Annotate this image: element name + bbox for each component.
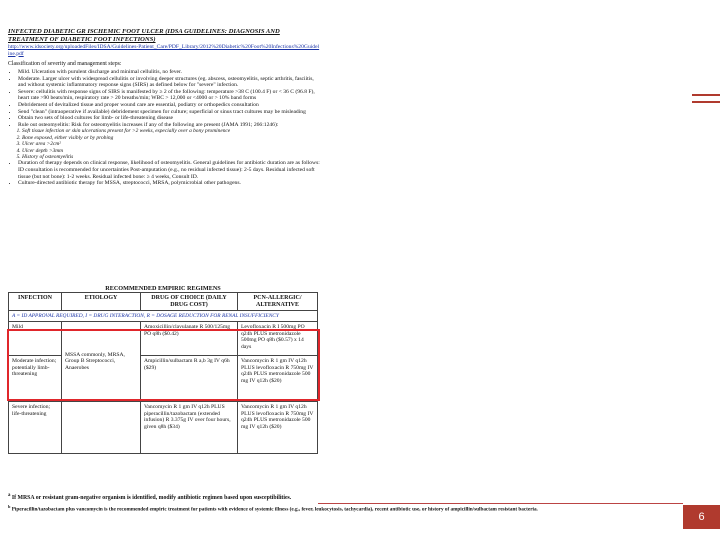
culture-text: • Culture-directed antibiotic therapy for MSSA, streptococci, MRSA, polymicrobial other pathogens.: [18, 180, 320, 187]
divider: [318, 503, 683, 504]
column-header: INFECTION: [9, 293, 62, 311]
guideline-url-link[interactable]: http://www.idsociety.org/uploadedFiles/IDSA/Guidelines-Patient_Care/PDF_Library/2012%20Diabetic%20Foot%20Infections%20Guideline.pdf: [8, 44, 320, 57]
etiology-cell: [62, 402, 141, 454]
highlight-box: [7, 329, 320, 401]
legend-text: A = ID APPROVAL REQUIRED, I = DRUG INTERACTION, R = DOSAGE REDUCTION FOR RENAL INSUFFICIENCY: [9, 311, 318, 322]
list-item: • Send "clean" (intraoperative if available) debridement specimen for culture; superficial or sinus tract cultures may be misleading: [18, 109, 320, 116]
slide-page-number: 6: [683, 505, 720, 529]
accent-line: [692, 101, 720, 103]
duration-text: • Duration of therapy depends on clinical response, likelihood of osteomyelitis. General guidelines for antibiotic duration are as follows: ID consultation is recommended for uncertainties Post-amputation (e.g., no residual infected tissue): 2-5 days. Residual infected soft tissue (but not bone): 1-2 weeks. Residual infected bone: ≥ 4 weeks, Consult ID.: [18, 160, 320, 180]
infection-cell: Moderate infection; potentially limb-threatening: [9, 356, 62, 402]
column-header: DRUG OF CHOICE (DAILY DRUG COST): [141, 293, 238, 311]
list-item: • Moderate. Larger ulcer with widespread cellulitis or involving deeper structures (eg. abscess, osteomyelitis, septic arthritis, fasciitis, and without systemic inflammatory response signs (SIRS) as defined below for "severe" infection.: [18, 76, 320, 89]
drug-cell: Amoxicillin/clavulanate R 500/125mg PO q8h ($0.42): [141, 322, 238, 356]
footnote-a: $^a$ If MRSA or resistant gram-negative organism is identified, modify antibiotic regimen based upon susceptibilities.: [8, 493, 292, 501]
table-header-row: [9, 293, 318, 311]
infection-cell: Severe infection; life-threatening: [9, 402, 62, 454]
list-item: • Rule out osteomyelitis: Risk for osteomyelitis increases if any of the following are present (JAMA 1991; 266:1246):: [18, 122, 320, 129]
osteomyelitis-risk-list: [8, 128, 320, 160]
list-item: • Debridement of devitalized tissue and proper wound care are essential, podiatry or orthopedics consultation: [18, 102, 320, 109]
recommended-regimens-heading: RECOMMENDED EMPIRIC REGIMENS: [105, 285, 221, 292]
accent-line: [692, 94, 720, 96]
column-header: ETIOLOGY: [62, 293, 141, 311]
duration-list: [8, 160, 320, 186]
alternative-cell: Vancomycin R 1 gm IV q12h PLUS levofloxacin R 750mg IV q24h PLUS metronidazole 500 mg IV q12h ($20): [238, 356, 318, 402]
list-item: 2. Bone exposed, either visibly or by probing: [22, 135, 320, 141]
document-scan: [8, 28, 320, 538]
document-title: INFECTED DIABETIC GR ISCHEMIC FOOT ULCER (IDSA GUIDELINES: DIAGNOSIS AND TREATMENT OF DIABETIC FOOT INFECTIONS): [8, 28, 280, 43]
list-item: • Obtain two sets of blood cultures for limb- or life-threatening disease: [18, 115, 320, 122]
column-header: PCN-ALLERGIC/ ALTERNATIVE: [238, 293, 318, 311]
classification-title: Classification of severity and management steps:: [8, 61, 122, 68]
list-item: 1. Soft tissue infection or skin ulcerations present for >2 weeks, especially over a bony prominence: [22, 128, 320, 134]
drug-cell: Vancomycin R 1 gm IV q12h PLUS piperacillin/tazobactam (extended infusion) R 3.375g IV over four hours, given q8h ($34): [141, 402, 238, 454]
footnote-b: $^b$ Piperacillin/tazobactam plus vancomycin is the recommended empiric treatment for patients with evidence of systemic illness (e.g., fever, leukocytosis, tachycardia), recent antibiotic use, or history of ampicillin/sulbactam resistant bacteria.: [8, 504, 538, 513]
alternative-cell: Levofloxacin R I 500mg PO q24h PLUS metronidazole 500mg PO q8h ($0.57) x 14 days: [238, 322, 318, 356]
etiology-cell: MSSA commonly, MRSA, Group B Streptococci, Anaerobes: [62, 322, 141, 402]
drug-cell: Ampicillin/sulbactam R a,b 3g IV q6h ($29): [141, 356, 238, 402]
infection-cell: Mild: [9, 322, 62, 356]
table-row: [9, 402, 318, 454]
list-item: • Mild. Ulceration with purulent discharge and minimal cellulitis, no fever.: [18, 69, 320, 76]
list-item: 3. Ulcer area >2cm²: [22, 141, 320, 147]
list-item: 4. Ulcer depth >3mm: [22, 148, 320, 154]
classification-list: [8, 69, 320, 128]
list-item: 5. History of osteomyelitis: [22, 154, 320, 160]
footnote-a-text: If MRSA or resistant gram-negative organism is identified, modify antibiotic regimen based upon susceptibilities.: [11, 494, 292, 501]
alternative-cell: Vancomycin R 1 gm IV q12h PLUS levofloxacin R 750mg IV q24h PLUS metronidazole 500 mg IV q12h ($20): [238, 402, 318, 454]
footnote-b-text: Piperacillin/tazobactam plus vancomycin is the recommended empiric treatment for patients with evidence of systemic illness (e.g., fever, leukocytosis, tachycardia), recent antibiotic use, or history of ampicillin/sulbactam resistant bacteria.: [11, 506, 538, 513]
list-item: • Severe: cellulitis with response signs of SIRS is manifested by ≥ 2 of the following: temperature >38 C (100.4 F) or < 36 C (96.8 F), heart rate >90 beats/min, respiratory rate > 20 breaths/min; WBC > 12,000 or <4000 or > 10% band forms: [18, 89, 320, 102]
table-legend-row: [9, 311, 318, 322]
